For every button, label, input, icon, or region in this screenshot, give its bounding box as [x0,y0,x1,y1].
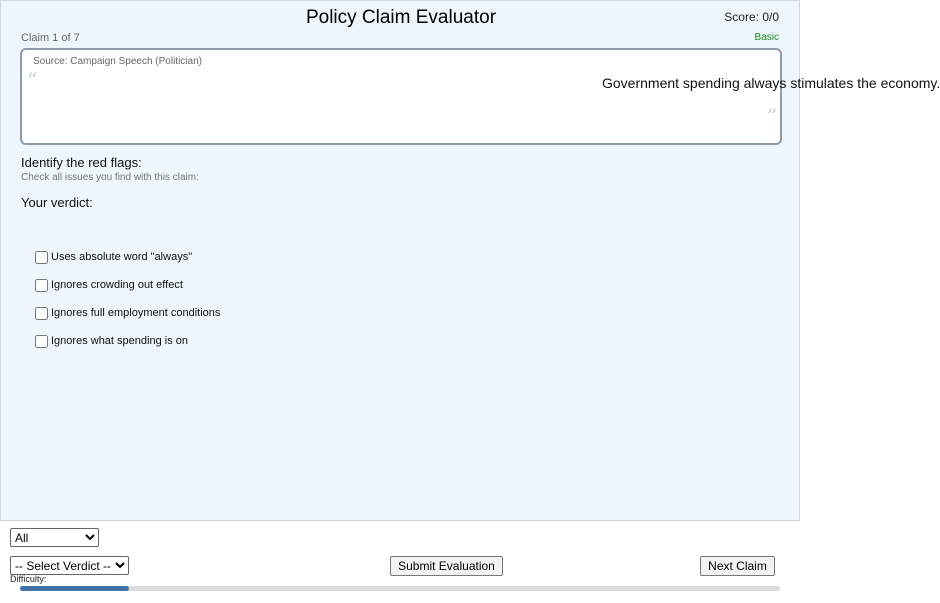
verdict-title: Your verdict: [21,195,93,210]
submit-evaluation-button[interactable]: Submit Evaluation [390,556,503,576]
red-flag-checkbox[interactable] [35,279,48,292]
progress-fill [20,586,129,591]
filter-select[interactable] [10,528,99,547]
red-flag-item[interactable] [35,327,220,355]
red-flags-title: Identify the red flags: [21,155,142,170]
control-bar [0,520,800,603]
verdict-select[interactable] [10,556,129,575]
red-flag-item[interactable] [35,271,220,299]
red-flag-label: Ignores full employment conditions [51,307,221,319]
page-title: Policy Claim Evaluator [305,7,497,28]
claim-text: Government spending always stimulates the economy. [602,75,940,91]
claim-source: Source: Campaign Speech (Politician) [33,56,202,67]
progress-track [20,586,780,591]
score-display: Score: 0/0 [724,10,779,24]
level-badge: Basic [754,32,779,43]
red-flag-item[interactable] [35,243,220,271]
red-flag-checkbox[interactable] [35,335,48,348]
close-quote-icon: ” [766,104,777,128]
red-flag-checkbox[interactable] [35,251,48,264]
next-claim-button[interactable]: Next Claim [700,556,775,576]
red-flags-subtitle: Check all issues you find with this claim: [21,172,199,183]
red-flag-label: Ignores what spending is on [51,335,188,347]
claim-counter: Claim 1 of 7 [21,32,80,44]
open-quote-icon: “ [27,68,38,92]
red-flag-item[interactable] [35,299,220,327]
red-flag-label: Uses absolute word "always" [51,251,193,263]
difficulty-label: Difficulty: [10,574,47,584]
red-flag-checkbox[interactable] [35,307,48,320]
red-flag-list [35,243,220,355]
claim-quote-box [20,48,940,145]
red-flag-label: Ignores crowding out effect [51,279,183,291]
